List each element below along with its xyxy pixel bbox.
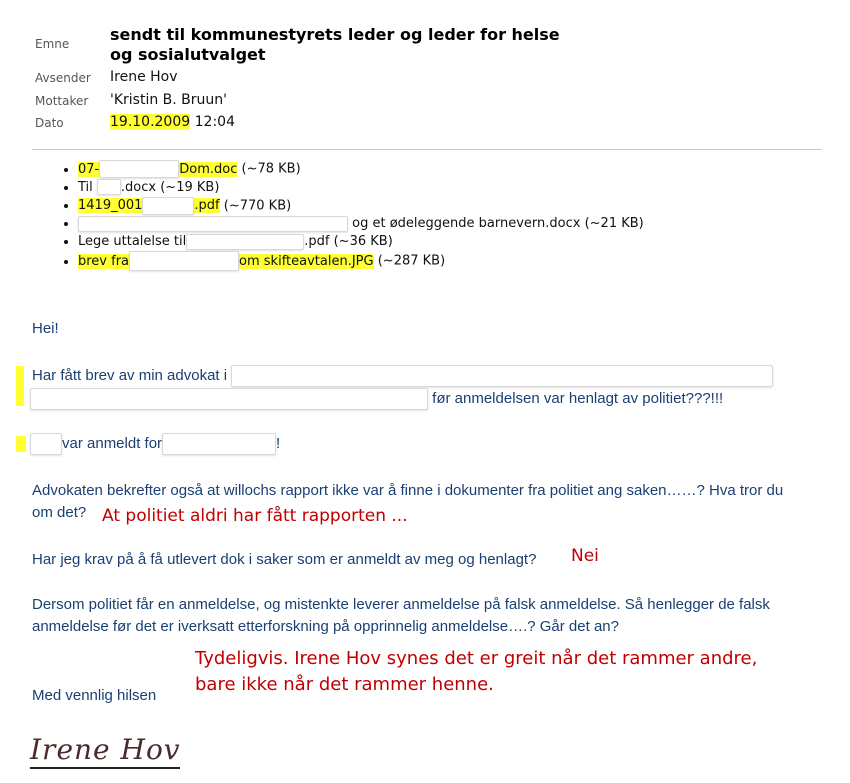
- attachment-item[interactable]: [78, 197, 644, 216]
- highlight-mark: [16, 436, 26, 452]
- attachment-suffix: om skifteavtalen.JPG: [239, 253, 374, 269]
- attachment-size: (~36 KB): [333, 234, 393, 249]
- annotation-line: bare ikke når det rammer henne.: [195, 674, 494, 695]
- attachment-prefix: Lege uttalelse til: [78, 234, 187, 249]
- message-line: [32, 365, 773, 387]
- email-sender[interactable]: Irene Hov: [110, 69, 178, 85]
- redaction-box: [186, 234, 304, 250]
- message-text: var anmeldt for: [62, 435, 163, 452]
- sender-label: Avsender: [35, 71, 91, 85]
- attachment-size: (~287 KB): [377, 253, 446, 269]
- annotation-comment: [195, 646, 757, 698]
- message-text: Advokaten bekrefter også at willochs rapport ikke var å finne i dokumenter fra politiet ang saken……? Hva tror du: [32, 482, 784, 499]
- attachment-name[interactable]: [78, 234, 329, 249]
- attachment-name[interactable]: [78, 180, 156, 195]
- attachment-suffix: Dom.doc: [179, 161, 238, 177]
- message-text: om det?: [32, 504, 87, 521]
- header-divider: [32, 149, 822, 150]
- redaction-box: [78, 216, 348, 232]
- attachment-item[interactable]: [78, 179, 644, 197]
- attachment-prefix: 1419_001: [78, 198, 143, 213]
- message-text: Har fått brev av min advokat i: [32, 367, 228, 384]
- attachment-size: (~19 KB): [160, 179, 220, 195]
- message-text: før anmeldelsen var henlagt av politiet???!!!: [432, 390, 724, 407]
- annotation-note: At politiet aldri har fått rapporten ...: [102, 506, 408, 526]
- signature-underline: [30, 767, 180, 769]
- date-label: Dato: [35, 116, 64, 130]
- attachment-suffix: og et ødeleggende barnevern.docx: [352, 216, 581, 231]
- attachment-list: [58, 160, 644, 271]
- recipient-label: Mottaker: [35, 94, 89, 108]
- message-text: Dersom politiet får en anmeldelse, og mistenkte leverer anmeldelse på falsk anmeldelse. Så henlegger de falsk: [32, 596, 770, 613]
- redaction-box: [162, 433, 276, 455]
- highlight-mark: [16, 366, 24, 406]
- email-recipient[interactable]: 'Kristin B. Bruun': [110, 92, 228, 108]
- attachment-item[interactable]: [78, 215, 644, 233]
- attachment-name[interactable]: [78, 162, 237, 177]
- attachment-size: (~21 KB): [584, 216, 644, 231]
- attachment-size: (~78 KB): [241, 161, 301, 177]
- attachment-item[interactable]: [78, 251, 644, 271]
- message-text: anmeldelse før det er iverksatt etterforskning på opprinnelig anmeldelse….? Går det an?: [32, 618, 619, 635]
- date-value: 19.10.2009: [110, 114, 191, 130]
- greeting: Hei!: [32, 320, 59, 337]
- paragraph-complaint: [32, 594, 770, 638]
- email-date: [110, 114, 235, 130]
- time-value: 12:04: [194, 114, 235, 130]
- signature: Irene Hov: [30, 733, 181, 766]
- attachment-item[interactable]: [78, 160, 644, 179]
- annotation-line: Tydeligvis. Irene Hov synes det er greit når det rammer andre,: [195, 648, 758, 669]
- attachment-name[interactable]: [78, 254, 374, 269]
- email-subject: sendt til kommunestyrets leder og leder for helse og sosialutvalget: [110, 25, 560, 64]
- attachment-prefix: brev fra: [78, 253, 130, 269]
- attachment-size: (~770 KB): [223, 198, 292, 213]
- paragraph-question: Har jeg krav på å få utlevert dok i saker som er anmeldt av meg og henlagt?: [32, 551, 537, 568]
- attachment-name[interactable]: [78, 216, 580, 231]
- redaction-box: [97, 179, 121, 195]
- redaction-box: [142, 197, 194, 215]
- attachment-name[interactable]: [78, 198, 220, 213]
- redaction-box: [129, 251, 239, 271]
- attachment-prefix: 07-: [78, 161, 100, 177]
- redaction-box: [99, 160, 179, 178]
- attachment-suffix: .pdf: [304, 234, 330, 249]
- redaction-box: [30, 433, 62, 455]
- attachment-suffix: .docx: [120, 179, 157, 195]
- message-line: [30, 433, 280, 455]
- closing: Med vennlig hilsen: [32, 687, 157, 704]
- redaction-box: [30, 388, 428, 410]
- subject-label: Emne: [35, 37, 70, 51]
- message-text: !: [276, 435, 281, 452]
- attachment-prefix: Til: [78, 179, 93, 195]
- attachment-item[interactable]: [78, 233, 644, 251]
- redaction-box: [231, 365, 773, 387]
- message-line: [30, 388, 723, 410]
- attachment-suffix: .pdf: [194, 198, 220, 213]
- annotation-note: Nei: [571, 546, 599, 566]
